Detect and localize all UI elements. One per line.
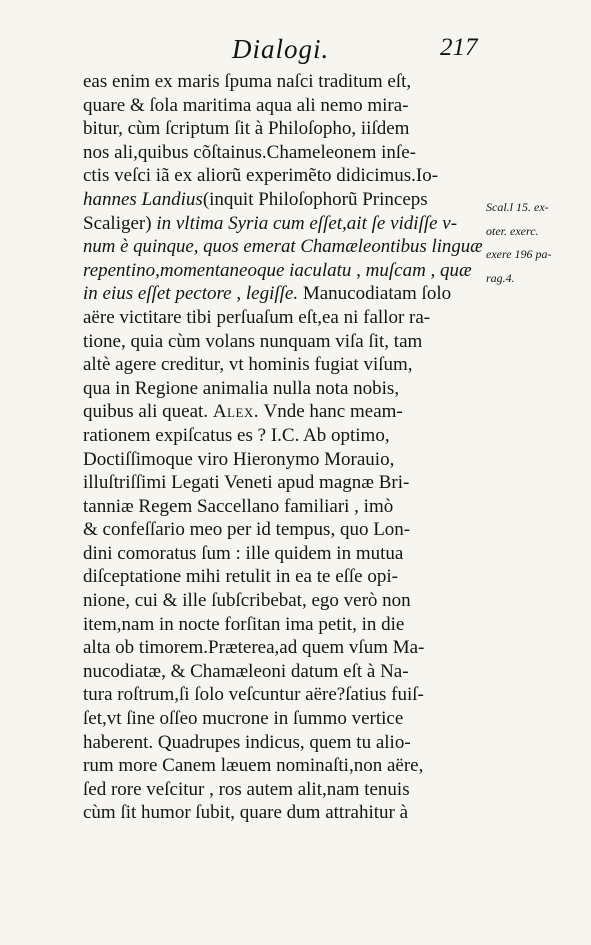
margin-note-line: exere 196 pa- <box>486 247 552 261</box>
text-line-27: tura roſtrum,ſi ſolo veſcuntur aëre?ſatius fuiſ- <box>83 684 424 706</box>
text-line-6: hannes Landius(inquit Philoſophorũ Princeps <box>83 188 428 210</box>
text-line-10: in eius eſſet pectore , legiſſe. Manucodiatam ſolo <box>83 283 452 305</box>
text-line-7: Scaliger) in vltima Syria cum eſſet,ait ſe vidiſſe v- <box>83 212 458 234</box>
page-header <box>0 34 591 74</box>
text-line-19: tanniæ Regem Saccellano familiari , imò <box>83 495 394 517</box>
page-number: 217 <box>440 34 478 61</box>
text-line-31: ſed rore veſcitur , ros autem alit,nam tenuis <box>83 778 410 800</box>
body-text <box>83 70 483 825</box>
text-line-25: alta ob timorem.Præterea,ad quem vſum Ma- <box>83 637 425 659</box>
text-line-32: cùm ſit humor ſubit, quare dum attrahitur à <box>83 802 409 824</box>
margin-note <box>486 196 586 290</box>
text-line-23: nione, cui & ille ſubſcribebat, ego verò non <box>83 590 411 612</box>
text-line-4: nos ali,quibus cõſtainus.Chameleonem inſe- <box>83 141 416 163</box>
text-line-22: diſceptatione mihi retulit in ea te eſſe opi- <box>83 566 398 588</box>
text-line-12: tione, quia cùm volans nunquam viſa ſit, tam <box>83 330 423 352</box>
text-line-26: nucodiatæ, & Chamæleoni datum eſt à Na- <box>83 660 409 682</box>
speaker-name: Alex. <box>212 401 260 423</box>
text-line-24: item,nam in nocte forſitan ima petit, in die <box>83 613 405 635</box>
text-line-8: num è quinque, quos emerat Chamæleontibus linguæ <box>83 236 483 258</box>
quote-name: hannes Landius <box>83 188 203 210</box>
text-line-3: bitur, cùm ſcriptum ſit à Philoſopho, iiſdem <box>83 118 410 140</box>
text-line-15: quibus ali queat. Alex. Vnde hanc meam- <box>83 401 403 423</box>
text-line-5: ctis veſci iã ex aliorũ experimẽto didicimus.Io- <box>83 165 439 187</box>
text-line-28: ſet,vt ſine oſſeo mucrone in ſummo vertice <box>83 708 404 730</box>
text-line-21: dini comoratus ſum : ille quidem in mutua <box>83 542 404 564</box>
running-title: Dialogi. <box>232 34 330 64</box>
text-line-11: aëre victitare tibi perſuaſum eſt,ea ni fallor ra- <box>83 306 431 328</box>
quote-end: in eius eſſet pectore , legiſſe. <box>83 283 299 305</box>
margin-note-line: rag.4. <box>486 270 515 285</box>
text-line-17: Doctiſſimoque viro Hieronymo Morauio, <box>83 448 395 470</box>
text-line-13: altè agere creditur, vt hominis fugiat viſum, <box>83 354 413 376</box>
text-line-30: rum more Canem læuem nominaſti,non aëre, <box>83 755 424 777</box>
margin-note-line: oter. exerc. <box>486 223 539 238</box>
text-line-1: eas enim ex maris ſpuma naſci traditum eſt, <box>83 71 412 92</box>
text-line-20: & confeſſario meo per id tempus, quo Lon- <box>83 519 411 541</box>
text-line-16: rationem expiſcatus es ? I.C. Ab optimo, <box>83 424 390 446</box>
margin-note-line: Scal.l 15. ex- <box>486 200 549 214</box>
text-line-18: illuſtriſſimi Legati Veneti apud magnæ Bri- <box>83 472 410 494</box>
text-line-2: quare & ſola maritima aqua ali nemo mira- <box>83 94 409 116</box>
text-line-9: repentino,momentaneoque iaculatu , muſcam , quæ <box>83 259 472 281</box>
text-line-29: haberent. Quadrupes indicus, quem tu alio- <box>83 731 411 753</box>
quote-text: in vltima Syria cum eſſet,ait ſe vidiſſe v- <box>156 212 458 234</box>
text-line-14: qua in Regione animalia nulla nota nobis, <box>83 377 400 399</box>
